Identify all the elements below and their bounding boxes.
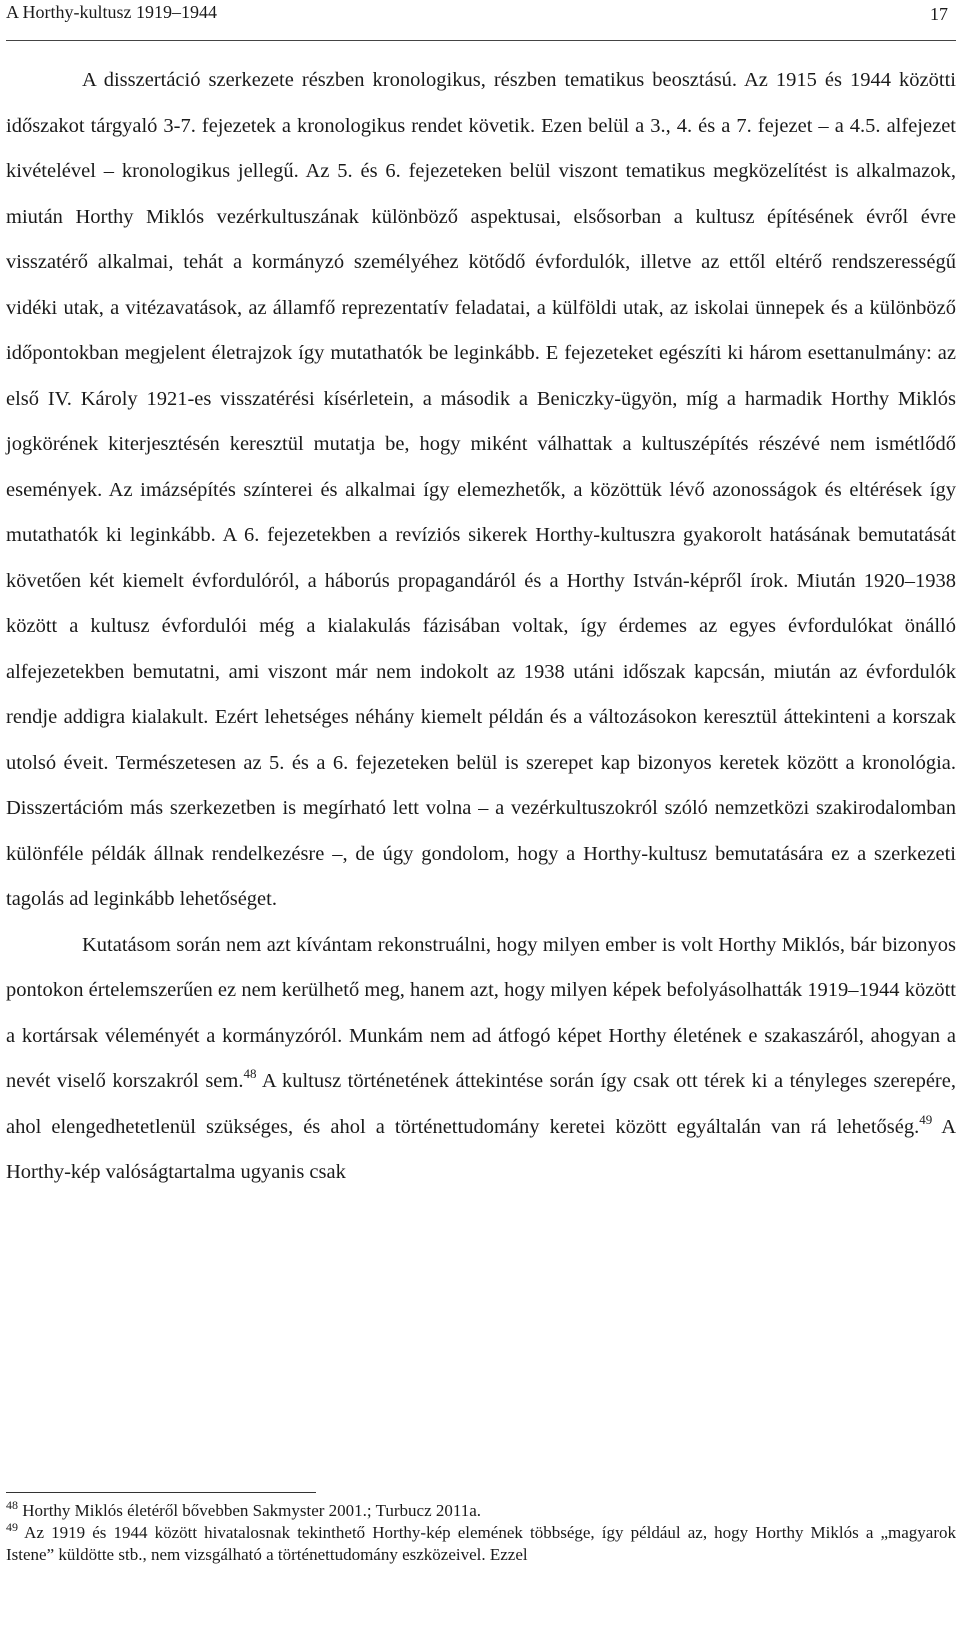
footnote-48-text: Horthy Miklós életéről bővebben Sakmyster 2001.; Turbucz 2011a.	[18, 1501, 482, 1520]
paragraph-2	[6, 923, 956, 1196]
footnote-ref-48[interactable]: 48	[243, 1066, 257, 1081]
paragraph-2-part-c: A Horthy-kép valóságtartalma ugyanis csak	[6, 1115, 956, 1183]
footnote-48	[6, 1500, 956, 1522]
paragraph-2-part-a: Kutatásom során nem azt kívántam rekonstruálni, hogy milyen ember is volt Horthy Miklós, bár bizonyos pontokon értelemszerűen ez nem kerülhető meg, hanem azt, hogy milyen képek befolyásolhatták 1919–1944 között a kortársak véleményét a kormányzóról. Munkám nem ad átfogó képet Horthy életének e szakaszáról, ahogyan a nevét viselő korszakról sem.	[6, 933, 956, 1092]
footnote-49-text: Az 1919 és 1944 között hivatalosnak tekinthető Horthy-kép elemének többsége, így például az, hogy Horthy Miklós a „magyarok Istene” küldötte stb., nem vizsgálható a történettudomány eszközeivel. Ezzel	[6, 1523, 956, 1564]
footnote-number-49: 49	[6, 1520, 18, 1534]
footnote-separator	[6, 1492, 316, 1493]
page-number: 17	[930, 4, 948, 24]
footnote-number-48: 48	[6, 1498, 18, 1512]
footnote-49	[6, 1522, 956, 1566]
footnote-ref-49[interactable]: 49	[919, 1111, 933, 1127]
running-title: A Horthy-kultusz 1919–1944	[6, 2, 217, 22]
body-text	[6, 58, 956, 1196]
paragraph-2-part-b: A kultusz történetének áttekintése során így csak ott térek ki a tényleges szerepére, ahol elengedhetetlenül szükséges, és ahol a történettudomány keretei között egyáltalán van rá lehetőség.	[6, 1070, 956, 1138]
footnotes	[6, 1500, 956, 1566]
paragraph-1: A disszertáció szerkezete részben kronologikus, részben tematikus beosztású. Az 1915 és 1944 közötti időszakot tárgyaló 3-7. fejezetek a kronologikus rendet követik. Ezen belül a 3., 4. és a 7. fejezet – a 4.5. alfejezet kivételével – kronologikus jellegű. Az 5. és 6. fejezeteken belül viszont tematikus megközelítést is alkalmazok, miután Horthy Miklós vezérkultuszának különböző aspektusai, elsősorban a kultusz építésének évről évre visszatérő alkalmai, tehát a kormányzó személyéhez kötődő évfordulók, illetve az ettől eltérő rendszerességű vidéki utak, a vitézavatások, az államfő reprezentatív feladatai, a külföldi utak, az iskolai ünnepek és a különböző időpontokban megjelent életrajzok így mutathatók be leginkább. E fejezeteket egészíti ki három esettanulmány: az első IV. Károly 1921-es visszatérési kísérletein, a második a Beniczky-ügyön, míg a harmadik Horthy Miklós jogkörének kiterjesztésén keresztül mutatja be, hogy miként válhattak a kultuszépítés részévé nem ismétlődő események. Az imázsépítés színterei és alkalmai így elemezhetők, a közöttük lévő azonosságok és eltérések így mutathatók ki leginkább. A 6. fejezetekben a revíziós sikerek Horthy-kultuszra gyakorolt hatásának bemutatását követően két kiemelt évfordulóról, a háborús propagandáról és a Horthy István-képről írok. Miután 1920–1938 között a kultusz évfordulói még a kialakulás fázisában voltak, így érdemes az egyes évfordulókat önálló alfejezetekben bemutatni, ami viszont már nem indokolt az 1938 utáni időszak kapcsán, miután az évfordulók rendje addigra kialakult. Ezért lehetséges néhány kiemelt példán és a változásokon keresztül áttekinteni a korszak utolsó éveit. Természetesen az 5. és a 6. fejezeteken belül is szerepet kap bizonyos keretek között a kronológia. Disszertációm más szerkezetben is megírható lett volna – a vezérkultuszokról szóló nemzetközi szakirodalomban különféle példák állnak rendelkezésre –, de úgy gondolom, hogy a Horthy-kultusz bemutatására ez a szerkezeti tagolás ad leginkább lehetőséget.	[6, 69, 956, 910]
page-header	[6, 0, 956, 41]
